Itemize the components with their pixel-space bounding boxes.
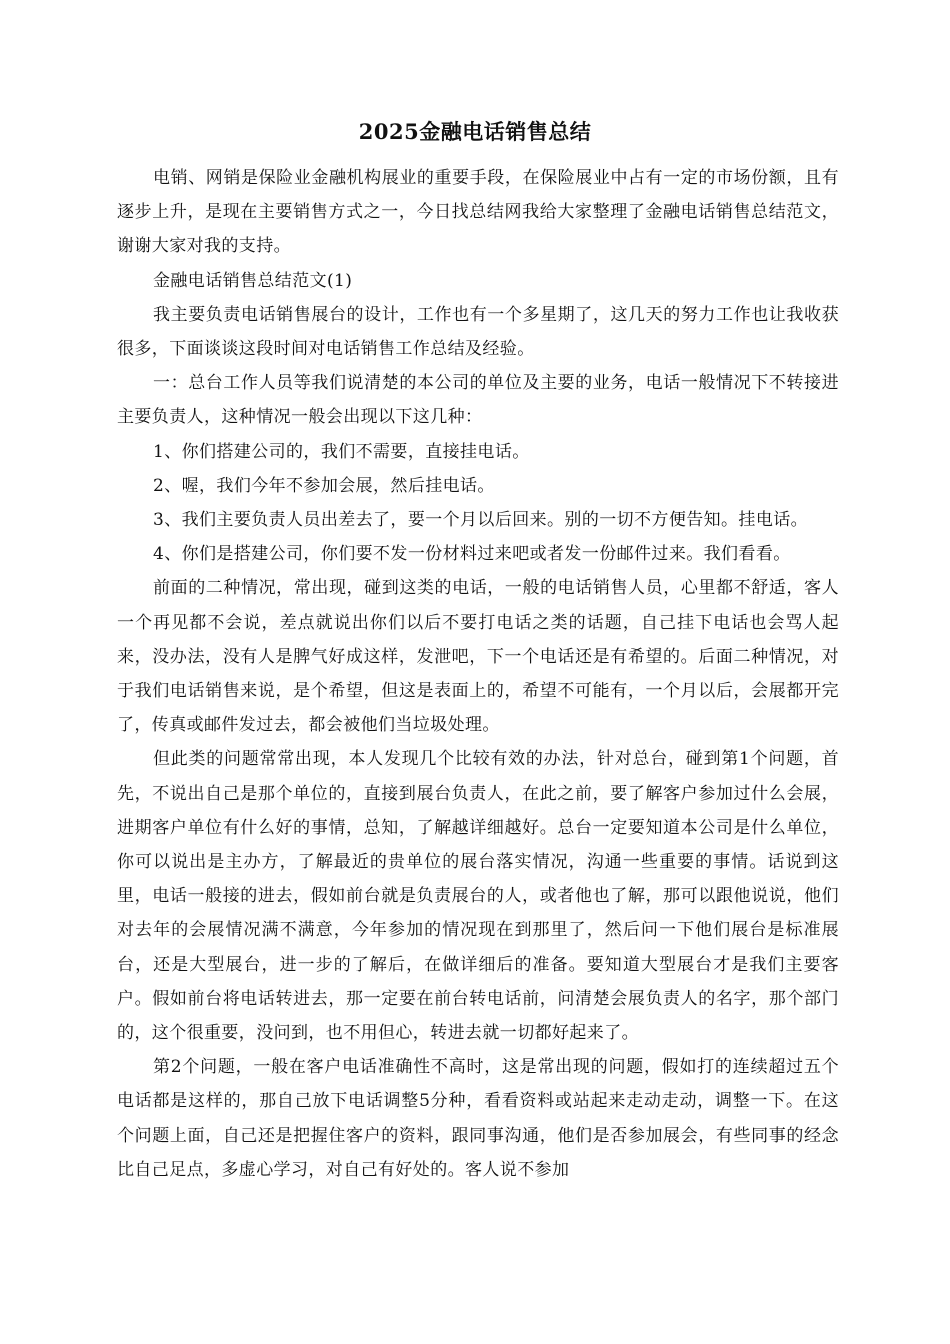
paragraph: 但此类的问题常常出现，本人发现几个比较有效的办法，针对总台，碰到第1个问题，首先，不说出自己是那个单位的，直接到展台负责人，在此之前，要了解客户参加过什么会展，进期客户单位有什么好的事情，总知，了解越详细越好。总台一定要知道本公司是什么单位，你可以说出是主办方，了解最近的贵单位的展台落实情况，沟通一些重要的事情。话说到这里，电话一般接的进去，假如前台就是负责展台的人，或者他也了解，那可以跟他说说，他们对去年的会展情况满不满意，今年参加的情况现在到那里了，然后问一下他们展台是标准展台，还是大型展台，进一步的了解后，在做详细后的准备。要知道大型展台才是我们主要客户。假如前台将电话转进去，那一定要在前台转电话前，问清楚会展负责人的名字，那个部门的，这个很重要，没问到，也不用但心，转进去就一切都好起来了。 <box>117 749 839 1044</box>
paragraph-section-heading: 金融电话销售总结范文(1) <box>153 270 353 291</box>
paragraph: 一：总台工作人员等我们说清楚的本公司的单位及主要的业务，电话一般情况下不转接进主要负责人，这种情况一般会出现以下这几种： <box>117 373 839 428</box>
document-title: 2025金融电话销售总结 <box>358 119 592 144</box>
paragraph-intro: 电销、网销是保险业金融机构展业的重要手段，在保险展业中占有一定的市场份额，且有逐步上升，是现在主要销售方式之一，今日找总结网我给大家整理了金融电话销售总结范文，谢谢大家对我的支持。 <box>117 168 839 257</box>
list-item: 4、你们是搭建公司，你们要不发一份材料过来吧或者发一份邮件过来。我们看看。 <box>153 544 791 565</box>
paragraph: 我主要负责电话销售展台的设计，工作也有一个多星期了，这几天的努力工作也让我收获很多，下面谈谈这段时间对电话销售工作总结及经验。 <box>117 304 839 360</box>
list-item: 1、你们搭建公司的，我们不需要，直接挂电话。 <box>153 441 530 462</box>
list-item: 3、我们主要负责人员出差去了，要一个月以后回来。别的一切不方便告知。挂电话。 <box>153 510 809 531</box>
list-item: 2、喔，我们今年不参加会展，然后挂电话。 <box>153 475 495 496</box>
paragraph: 第2个问题，一般在客户电话准确性不高时，这是常出现的问题，假如打的连续超过五个电话都是这样的，那自己放下电话调整5分种，看看资料或站起来走动走动，调整一下。在这个问题上面，自己还是把握住客户的资料，跟同事沟通，他们是否参加展会，有些同事的经念比自己足点，多虚心学习，对自己有好处的。客人说不参加 <box>117 1057 839 1180</box>
document-body <box>117 161 839 1187</box>
paragraph: 前面的二种情况，常出现，碰到这类的电话，一般的电话销售人员，心里都不舒适，客人一个再见都不会说，差点就说出你们以后不要打电话之类的话题，自己挂下电话也会骂人起来，没办法，没有人是脾气好成这样，发泄吧，下一个电话还是有希望的。后面二种情况，对于我们电话销售来说，是个希望，但这是表面上的，希望不可能有，一个月以后，会展都开完了，传真或邮件发过去，都会被他们当垃圾处理。 <box>117 578 839 736</box>
